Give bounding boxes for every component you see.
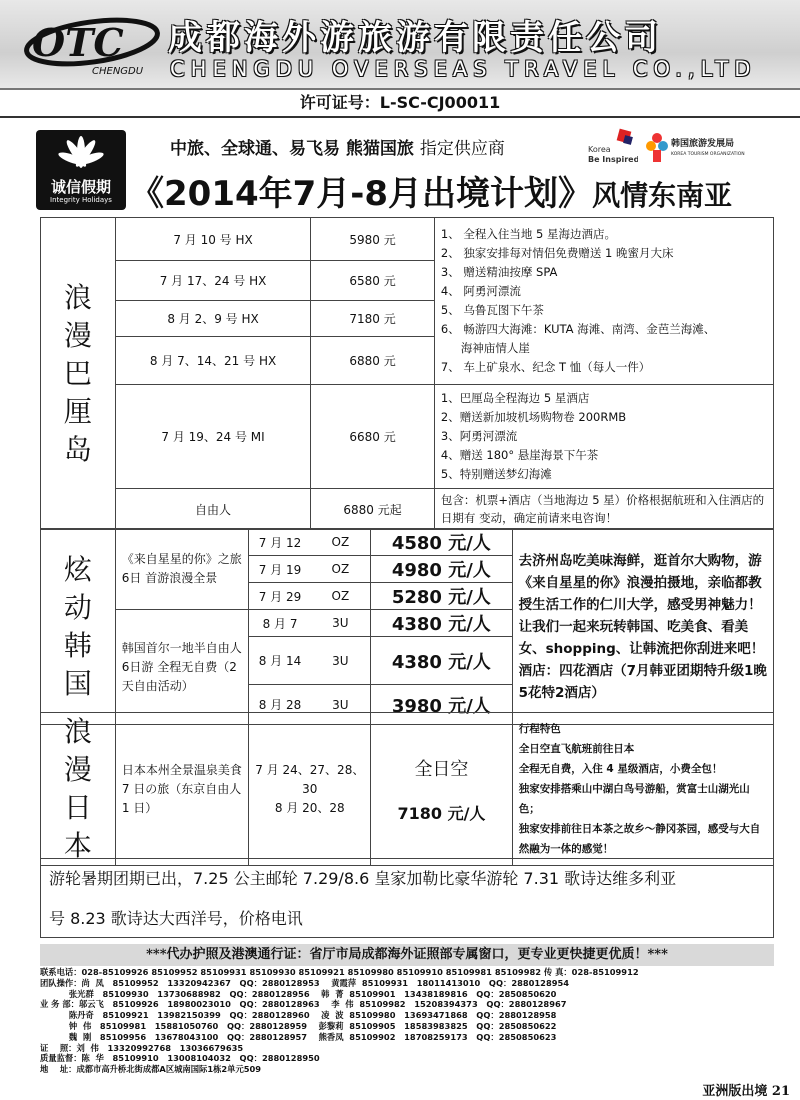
cruise-notice (40, 858, 774, 938)
bali-date-6: 自由人 (115, 489, 310, 530)
japan-region-label: 浪 漫 日 本 (41, 713, 116, 866)
korea-code-1: OZ (311, 529, 371, 556)
company-name-cn: 成都海外游旅游有限责任公司 (168, 18, 662, 58)
japan-table (40, 712, 774, 866)
plan-title-subtitle: 风情东南亚 (592, 179, 733, 212)
japan-price-cell (371, 713, 513, 866)
contact-row: 联系电话：028-85109926 85109952 85109931 85109930 85109921 85109980 85109910 85109981 85109982 传 真：028-85109912 (40, 967, 639, 977)
korea-price-5: 4380 元/人 (371, 637, 513, 685)
suppliers-suffix: 指定供应商 (419, 139, 505, 159)
contact-row: 质量监督：陈 华 85109910 13008104032 QQ：2880128950 (40, 1053, 320, 1064)
passport-agency-bar: ***代办护照及港澳通行证：省厅市局成都海外证照部专属窗口，更专业更快捷更优质！*** (40, 944, 774, 966)
korea-logo-line1: Korea (588, 145, 611, 154)
company-name-en: CHENGDU OVERSEAS TRAVEL CO.,LTD (170, 57, 757, 81)
logo-subtext: CHENGDU (92, 66, 144, 77)
korea-code-2: OZ (311, 556, 371, 583)
contact-row: 业 务 部：邬云飞 85109926 18980023010 QQ：2880128963 李 伟 85109982 15208394373 QQ：2880128967 (40, 999, 567, 1010)
kto-name-en: KOREA TOURISM ORGANIZATION (671, 152, 745, 157)
page-footer: 亚洲版出境 21 (702, 1084, 790, 1099)
bali-price-3: 7180 元 (311, 301, 435, 337)
contact-row: 团队操作：尚 凤 85109952 13320942367 QQ：2880128953 黄霞萍 85109931 18011413010 QQ：2880128954 (40, 977, 570, 988)
korea-price-1: 4580 元/人 (371, 529, 513, 556)
bali-region-label: 浪 漫 巴 厘 岛 (41, 218, 116, 530)
otc-logo-icon (22, 12, 162, 78)
korea-table (40, 528, 774, 725)
bali-date-3: 8 月 2、9 号 HX (115, 301, 310, 337)
korea-date-1: 7 月 12 (249, 529, 311, 556)
bali-price-4: 6880 元 (311, 337, 435, 385)
cruise-line-1: 游轮暑期团期已出，7.25 公主邮轮 7.29/8.6 皇家加勒比豪华游轮 7.31 歌诗达维多利亚 (49, 869, 677, 888)
korea-date-5: 8 月 14 (249, 637, 311, 685)
license-number: 许可证号：L-SC-CJ00011 (0, 90, 800, 118)
header-banner (0, 0, 800, 90)
suppliers-names: 中旅、全球通、易飞易 熊猫国旅 (170, 139, 414, 159)
korea-price-6: 3980 元/人 (371, 685, 513, 725)
contact-row: 魏 刚 85109956 13678043100 QQ：2880128957 熊香凤 85109902 18708259173 QQ：2850850623 (40, 1031, 557, 1042)
contact-row: 证 照：刘 伟 13320992768 13036679635 (40, 1042, 244, 1053)
bali-price-1: 5980 元 (311, 218, 435, 261)
korea-logo-line2: Be Inspired (588, 155, 638, 164)
korea-price-3: 5280 元/人 (371, 583, 513, 610)
contact-row: 陈丹奇 85109921 13982150399 QQ：2880128960 凌 波 85109980 13693471868 QQ：2880128958 (40, 1010, 557, 1021)
plan-title (130, 166, 732, 215)
integrity-holidays-logo (36, 130, 126, 210)
korea-be-inspired-logo (588, 128, 638, 168)
korea-code-6: 3U (311, 685, 371, 725)
korea-product-a: 《来自星星的你》之旅6日 首游浪漫全景 (115, 529, 249, 610)
suppliers-line (170, 134, 505, 159)
contact-row: 钟 伟 85109981 15881050760 QQ：2880128959 彭黎莉 85109905 18583983825 QQ：2850850622 (40, 1020, 557, 1031)
plan-banner (0, 120, 800, 216)
kto-name-cn: 韩国旅游发展局 (671, 139, 735, 149)
integrity-brand-cn: 诚信假期 (50, 178, 111, 196)
bali-date-2: 7 月 17、24 号 HX (115, 261, 310, 301)
bali-date-5: 7 月 19、24 号 MI (115, 385, 310, 489)
korea-code-3: OZ (311, 583, 371, 610)
korea-date-4: 8 月 7 (249, 610, 311, 637)
korea-date-2: 7 月 19 (249, 556, 311, 583)
kto-mark-icon (645, 128, 755, 168)
korea-product-b: 韩国首尔一地半自由人6日游 全程无自费（2 天自由活动） (115, 610, 249, 725)
japan-airline: 全日空 (414, 758, 469, 780)
integrity-brand-en: Integrity Holidays (50, 196, 112, 204)
bali-table (40, 217, 774, 530)
plan-title-main: 《2014年7月-8月出境计划》 (130, 174, 593, 214)
korea-description: 去济州岛吃美味海鲜，逛首尔大购物，游《来自星星的你》浪漫拍摄地，亲临都教授生活工作的仁川大学，感受男神魅力！让我们一起来玩转韩国、吃美食、看美女、shopping、让韩流把你刮进来吧！ 酒店：四花酒店（7月韩亚团期特升级1晚5花特2酒店） (512, 529, 773, 725)
korea-mark-icon (588, 128, 638, 168)
bali-features-a: 1、 全程入住当地 5 星海边酒店。 2、 独家安排每对情侣免费赠送 1 晚蜜月大床 3、 赠送精油按摩 SPA 4、 阿勇河漂流 5、 乌鲁瓦图下午茶 6、 畅游四大海滩：KUTA 海滩、南湾、金芭兰海滩、 海神庙情人崖 7、 车上矿泉水、纪念 T 恤（每人一件） (434, 218, 773, 385)
bali-date-1: 7 月 10 号 HX (115, 218, 310, 261)
japan-dates: 7 月 24、27、28、30 8 月 20、28 (249, 713, 371, 866)
bali-price-5: 6680 元 (311, 385, 435, 489)
japan-product: 日本本州全景温泉美食 7 日の旅（东京自由人 1 日） (115, 713, 249, 866)
korea-price-4: 4380 元/人 (371, 610, 513, 637)
bali-price-6: 6880 元起 (311, 489, 435, 530)
cruise-line-2: 号 8.23 歌诗达大西洋号，价格电讯 (49, 909, 303, 928)
bali-price-2: 6580 元 (311, 261, 435, 301)
kto-logo (645, 128, 755, 168)
korea-date-6: 8 月 28 (249, 685, 311, 725)
korea-price-2: 4980 元/人 (371, 556, 513, 583)
contact-row: 地 址：成都市高升桥北街成都A区城南国际1栋2单元509 (40, 1064, 262, 1075)
bali-date-4: 8 月 7、14、21 号 HX (115, 337, 310, 385)
korea-code-4: 3U (311, 610, 371, 637)
japan-features: 行程特色 全日空直飞航班前往日本 全程无自费，入住 4 星级酒店，小费全包！ 独家安排搭乘山中湖白鸟号游船，赏富士山湖光山色； 独家安排前往日本茶之故乡～静冈茶园，感受与大自然融为一体的感觉！ (512, 713, 773, 866)
japan-price: 7180 元/人 (397, 803, 486, 823)
flower-icon (36, 130, 126, 176)
korea-date-3: 7 月 29 (249, 583, 311, 610)
contact-row: 张光群 85109930 13730688982 QQ：2880128956 韩 菁 85109901 13438189816 QQ：2850850620 (40, 988, 557, 999)
korea-code-5: 3U (311, 637, 371, 685)
logo-text: OTC (32, 20, 124, 65)
bali-features-b: 1、巴厘岛全程海边 5 星酒店 2、赠送新加坡机场购物卷 200RMB 3、阿勇河漂流 4、赠送 180° 悬崖海景下午茶 5、特别赠送梦幻海滩 (434, 385, 773, 489)
korea-region-label: 炫 动 韩 国 (41, 529, 116, 725)
contact-list (40, 967, 774, 1075)
bali-features-c: 包含：机票+酒店（当地海边 5 星）价格根据航班和入住酒店的日期有 变动，确定前请来电咨询！ (434, 489, 773, 530)
